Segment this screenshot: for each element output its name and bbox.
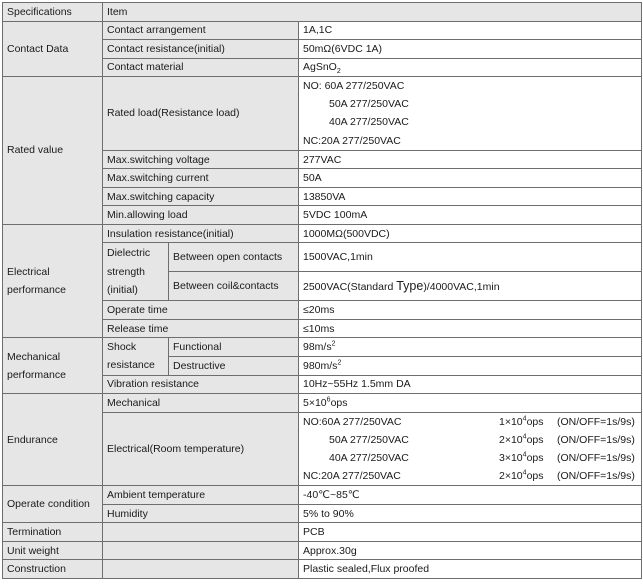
value-termination: PCB <box>299 523 642 542</box>
item-rated-load: Rated load(Resistance load) <box>103 77 299 151</box>
category-operate-condition: Operate condition <box>3 486 103 523</box>
rated-load-line: NO: 60A 277/250VAC <box>303 80 405 92</box>
value-construction: Plastic sealed,Flux proofed <box>299 560 642 579</box>
rated-load-line: NC:20A 277/250VAC <box>303 134 401 147</box>
table-row <box>3 523 642 542</box>
item-contact-resistance: Contact resistance(initial) <box>103 40 299 59</box>
table-row <box>3 394 642 413</box>
endurance-line <box>303 449 637 467</box>
value-electrical-endurance <box>299 412 642 486</box>
item-between-coil-contacts: Between coil&contacts <box>169 272 299 301</box>
ops-b: ops <box>526 452 544 465</box>
value-rated-load <box>299 77 642 151</box>
value-between-open-contacts: 1500VAC,1min <box>299 243 642 272</box>
endurance-line <box>303 431 637 449</box>
value-unit-weight: Approx.30g <box>299 541 642 560</box>
value-max-switching-current: 50A <box>299 169 642 188</box>
endurance-ops <box>499 467 544 485</box>
coil-value-type: Type <box>396 279 424 294</box>
dielectric-line: (initial) <box>107 283 138 296</box>
coil-value-b: )/4000VAC,1min <box>423 281 500 294</box>
rated-load-line: 40A 277/250VAC <box>329 116 409 129</box>
endurance-load: NC:20A 277/250VAC <box>303 470 401 483</box>
item-between-open-contacts: Between open contacts <box>169 243 299 272</box>
header-row <box>3 3 642 22</box>
functional-text: 98m/s <box>303 341 332 354</box>
dielectric-line: strength <box>107 265 145 278</box>
endurance-load: NO:60A 277/250VAC <box>303 415 402 428</box>
mech-value-a: 5×10 <box>303 396 327 409</box>
category-contact-data: Contact Data <box>3 21 103 77</box>
category-endurance: Endurance <box>3 394 103 486</box>
category-termination: Termination <box>3 523 103 542</box>
value-contact-resistance: 50mΩ(6VDC 1A) <box>299 40 642 59</box>
item-construction-empty <box>103 560 299 579</box>
shock-line: Shock <box>107 341 137 354</box>
endurance-load: 50A 277/250VAC <box>329 433 409 446</box>
header-specifications: Specifications <box>3 3 103 22</box>
item-dielectric-strength <box>103 243 169 301</box>
value-ambient-temperature: -40℃~85℃ <box>299 486 642 505</box>
item-max-switching-voltage: Max.switching voltage <box>103 150 299 169</box>
item-shock-functional: Functional <box>169 338 299 357</box>
item-contact-arrangement: Contact arrangement <box>103 21 299 40</box>
table-row <box>3 541 642 560</box>
value-shock-destructive <box>299 356 642 375</box>
ops-sup: 4 <box>522 433 527 441</box>
table-row <box>3 21 642 40</box>
value-shock-functional <box>299 338 642 357</box>
category-rated-value: Rated value <box>3 77 103 225</box>
item-operate-time: Operate time <box>103 301 299 320</box>
ops-b: ops <box>526 470 544 483</box>
item-termination-empty <box>103 523 299 542</box>
category-line: Mechanical <box>7 350 61 363</box>
item-humidity: Humidity <box>103 504 299 523</box>
item-vibration-resistance: Vibration resistance <box>103 375 299 394</box>
rated-load-line: 50A 277/250VAC <box>329 98 409 111</box>
value-operate-time: ≤20ms <box>299 301 642 320</box>
category-electrical-performance <box>3 224 103 338</box>
value-vibration-resistance: 10Hz~55Hz 1.5mm DA <box>299 375 642 394</box>
value-min-allowing-load: 5VDC 100mA <box>299 206 642 225</box>
item-contact-material: Contact material <box>103 58 299 77</box>
endurance-ops <box>499 413 544 431</box>
ops-sup: 4 <box>522 415 527 423</box>
endurance-ops <box>499 449 544 467</box>
table-row <box>3 486 642 505</box>
value-max-switching-voltage: 277VAC <box>299 150 642 169</box>
item-mechanical-endurance: Mechanical <box>103 394 299 413</box>
ops-b: ops <box>526 433 544 446</box>
table-row <box>3 560 642 579</box>
category-line: performance <box>7 368 66 381</box>
endurance-ops <box>499 431 544 449</box>
item-shock-destructive: Destructive <box>169 356 299 375</box>
ops-a: 3×10 <box>499 452 523 465</box>
category-unit-weight: Unit weight <box>3 541 103 560</box>
item-min-allowing-load: Min.allowing load <box>103 206 299 225</box>
destructive-text: 980m/s <box>303 359 338 372</box>
ops-a: 2×10 <box>499 470 523 483</box>
material-text: AgSnO <box>303 61 337 74</box>
specifications-table <box>2 2 642 579</box>
ops-b: ops <box>526 415 544 428</box>
shock-line: resistance <box>107 359 155 372</box>
ops-sup: 4 <box>522 469 527 477</box>
category-line: performance <box>7 284 66 296</box>
value-max-switching-capacity: 13850VA <box>299 187 642 206</box>
value-between-coil-contacts <box>299 272 642 301</box>
ops-a: 1×10 <box>499 415 523 428</box>
item-electrical-endurance: Electrical(Room temperature) <box>103 412 299 486</box>
value-humidity: 5% to 90% <box>299 504 642 523</box>
material-subscript: 2 <box>336 68 341 76</box>
item-shock-resistance <box>103 338 169 375</box>
category-line: Electrical <box>7 265 50 278</box>
value-mechanical-endurance <box>299 394 642 413</box>
endurance-line <box>303 413 637 431</box>
dielectric-line: Dielectric <box>107 247 151 260</box>
table-row <box>3 77 642 151</box>
value-release-time: ≤10ms <box>299 319 642 338</box>
item-max-switching-capacity: Max.switching capacity <box>103 187 299 206</box>
coil-value-a: 2500VAC(Standard <box>303 281 397 294</box>
table-row <box>3 224 642 243</box>
endurance-cycle: (ON/OFF=1s/9s) <box>557 433 635 446</box>
destructive-superscript: 2 <box>337 359 342 367</box>
ops-a: 2×10 <box>499 433 523 446</box>
mech-superscript: 6 <box>326 396 331 404</box>
endurance-cycle: (ON/OFF=1s/9s) <box>557 470 635 483</box>
endurance-cycle: (ON/OFF=1s/9s) <box>557 452 635 465</box>
endurance-load: 40A 277/250VAC <box>329 452 409 465</box>
category-mechanical-performance <box>3 338 103 394</box>
endurance-line <box>303 467 637 485</box>
item-insulation-resistance: Insulation resistance(initial) <box>103 224 299 243</box>
table-row <box>3 338 642 357</box>
functional-superscript: 2 <box>331 340 336 348</box>
ops-sup: 4 <box>522 451 527 459</box>
category-construction: Construction <box>3 560 103 579</box>
item-ambient-temperature: Ambient temperature <box>103 486 299 505</box>
header-item: Item <box>103 3 642 22</box>
item-max-switching-current: Max.switching current <box>103 169 299 188</box>
endurance-cycle: (ON/OFF=1s/9s) <box>557 415 635 428</box>
item-release-time: Release time <box>103 319 299 338</box>
value-contact-material <box>299 58 642 77</box>
value-insulation-resistance: 1000MΩ(500VDC) <box>299 224 642 243</box>
mech-value-b: ops <box>330 396 348 409</box>
item-unit-weight-empty <box>103 541 299 560</box>
value-contact-arrangement: 1A,1C <box>299 21 642 40</box>
